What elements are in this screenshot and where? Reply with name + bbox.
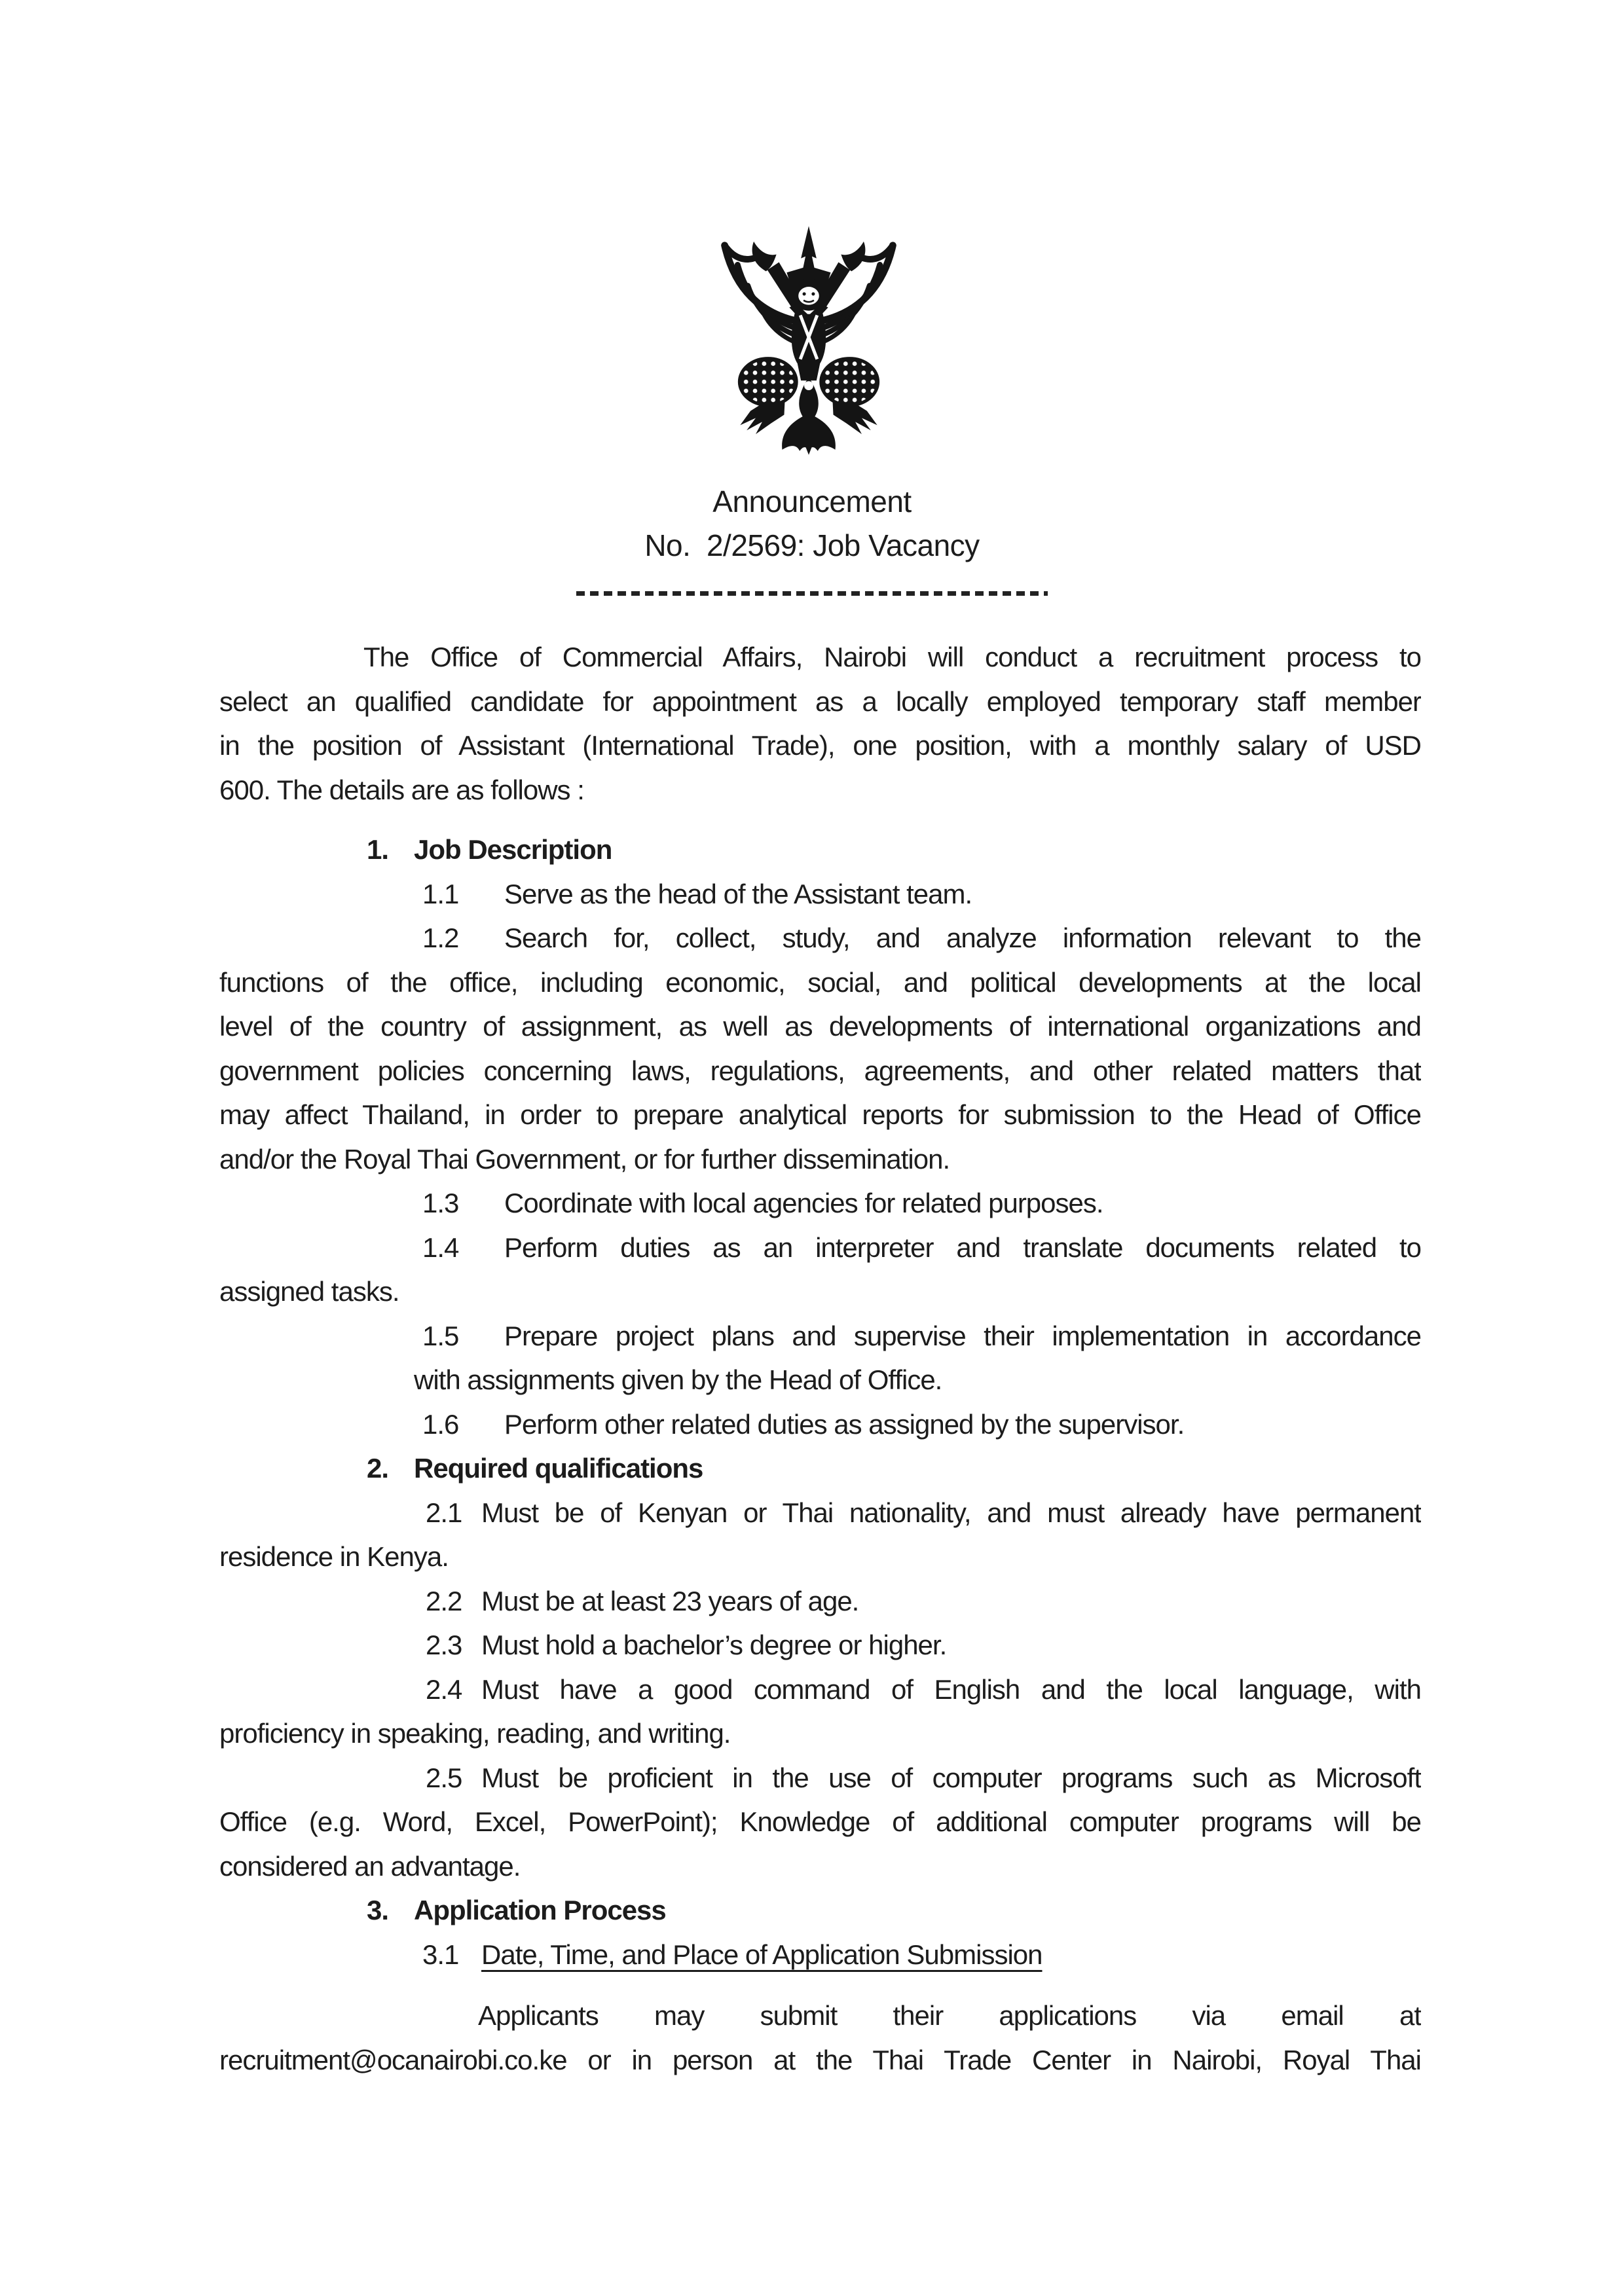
paragraph-gap <box>219 1977 1421 1994</box>
doc-line <box>219 1226 1421 1270</box>
line-text: Perform duties as an interpreter and translate documents related to <box>504 1231 1421 1263</box>
doc-line <box>219 1402 1421 1447</box>
document-body <box>219 635 1421 2082</box>
document-title-block <box>0 480 1624 568</box>
line-text: Date, Time, and Place of Application Submission <box>481 1939 1043 1970</box>
item-number: 2.5 <box>426 1762 462 1793</box>
doc-line: functions of the office, including economic, social, and political developments at the local <box>219 966 1421 998</box>
doc-line: level of the country of assignment, as well as developments of international organizations and <box>219 1011 1421 1042</box>
doc-line <box>219 872 1421 917</box>
dashed-separator <box>576 591 1048 596</box>
item-number: 1.6 <box>422 1408 459 1440</box>
item-number: 1. <box>367 834 389 865</box>
item-number: 2.1 <box>426 1497 462 1528</box>
line-text: Prepare project plans and supervise their implementation in accordance <box>504 1320 1421 1351</box>
item-number: 2.4 <box>426 1673 462 1705</box>
doc-line: Office (e.g. Word, Excel, PowerPoint); Knowledge of additional computer programs will be <box>219 1806 1421 1837</box>
announcement-number: No. 2/2569: Job Vacancy <box>644 528 980 562</box>
line-text: Must be proficient in the use of computer programs such as Microsoft <box>481 1762 1421 1793</box>
garuda-emblem-icon <box>705 221 912 458</box>
item-number: 2.2 <box>426 1585 462 1616</box>
doc-line: 600. The details are as follows : <box>219 774 584 805</box>
line-text: Must have a good command of English and the local language, with <box>481 1673 1421 1705</box>
line-text: Search for, collect, study, and analyze information relevant to the <box>504 922 1421 953</box>
line-text: Required qualifications <box>414 1453 703 1484</box>
line-text: Application Process <box>414 1895 666 1925</box>
doc-line <box>219 1888 1421 1933</box>
doc-line <box>219 1933 1421 1977</box>
doc-line <box>219 1314 1421 1358</box>
doc-line: with assignments given by the Head of Office. <box>414 1364 942 1395</box>
doc-line: assigned tasks. <box>219 1276 399 1307</box>
doc-line: recruitment@ocanairobi.co.ke or in person at the Thai Trade Center in Nairobi, Royal Thai <box>219 2044 1421 2075</box>
doc-line: in the position of Assistant (International Trade), one position, with a monthly salary of USD <box>219 730 1421 761</box>
doc-line <box>219 1446 1421 1491</box>
line-text: Job Description <box>414 834 612 865</box>
announcement-title: Announcement <box>712 484 912 519</box>
line-text: Must hold a bachelor’s degree or higher. <box>481 1630 947 1660</box>
line-text: Must be of Kenyan or Thai nationality, and must already have permanent <box>481 1497 1421 1528</box>
doc-line: Applicants may submit their applications via email at <box>478 2000 1421 2031</box>
doc-line <box>219 916 1421 960</box>
doc-line: select an qualified candidate for appointment as a locally employed temporary staff member <box>219 685 1421 717</box>
line-text: Perform other related duties as assigned by the supervisor. <box>504 1408 1185 1440</box>
item-number: 2.3 <box>426 1630 462 1660</box>
item-number: 3. <box>367 1895 389 1925</box>
item-number: 1.4 <box>422 1231 459 1263</box>
doc-line: considered an advantage. <box>219 1850 521 1882</box>
doc-line <box>219 1181 1421 1226</box>
doc-line: The Office of Commercial Affairs, Nairobi will conduct a recruitment process to <box>363 642 1421 672</box>
doc-line: may affect Thailand, in order to prepare analytical reports for submission to the Head of Office <box>219 1099 1421 1130</box>
line-text: Must be at least 23 years of age. <box>481 1585 859 1616</box>
line-text: Coordinate with local agencies for related purposes. <box>504 1188 1103 1218</box>
item-number: 1.2 <box>422 922 459 953</box>
doc-line: government policies concerning laws, regulations, agreements, and other related matters that <box>219 1055 1421 1086</box>
doc-line <box>219 1756 1421 1800</box>
line-text: Serve as the head of the Assistant team. <box>504 878 972 909</box>
doc-line: proficiency in speaking, reading, and writing. <box>219 1718 731 1749</box>
doc-line <box>219 1667 1421 1712</box>
doc-line <box>219 1623 1421 1667</box>
doc-line <box>219 828 1421 872</box>
doc-line <box>219 1491 1421 1535</box>
item-number: 3.1 <box>422 1939 459 1970</box>
item-number: 1.1 <box>422 878 459 909</box>
item-number: 2. <box>367 1453 389 1484</box>
item-number: 1.5 <box>422 1320 459 1351</box>
doc-line <box>219 1579 1421 1624</box>
doc-line: and/or the Royal Thai Government, or for further dissemination. <box>219 1143 950 1175</box>
paragraph-gap <box>219 812 1421 828</box>
item-number: 1.3 <box>422 1188 459 1218</box>
doc-line: residence in Kenya. <box>219 1541 449 1572</box>
